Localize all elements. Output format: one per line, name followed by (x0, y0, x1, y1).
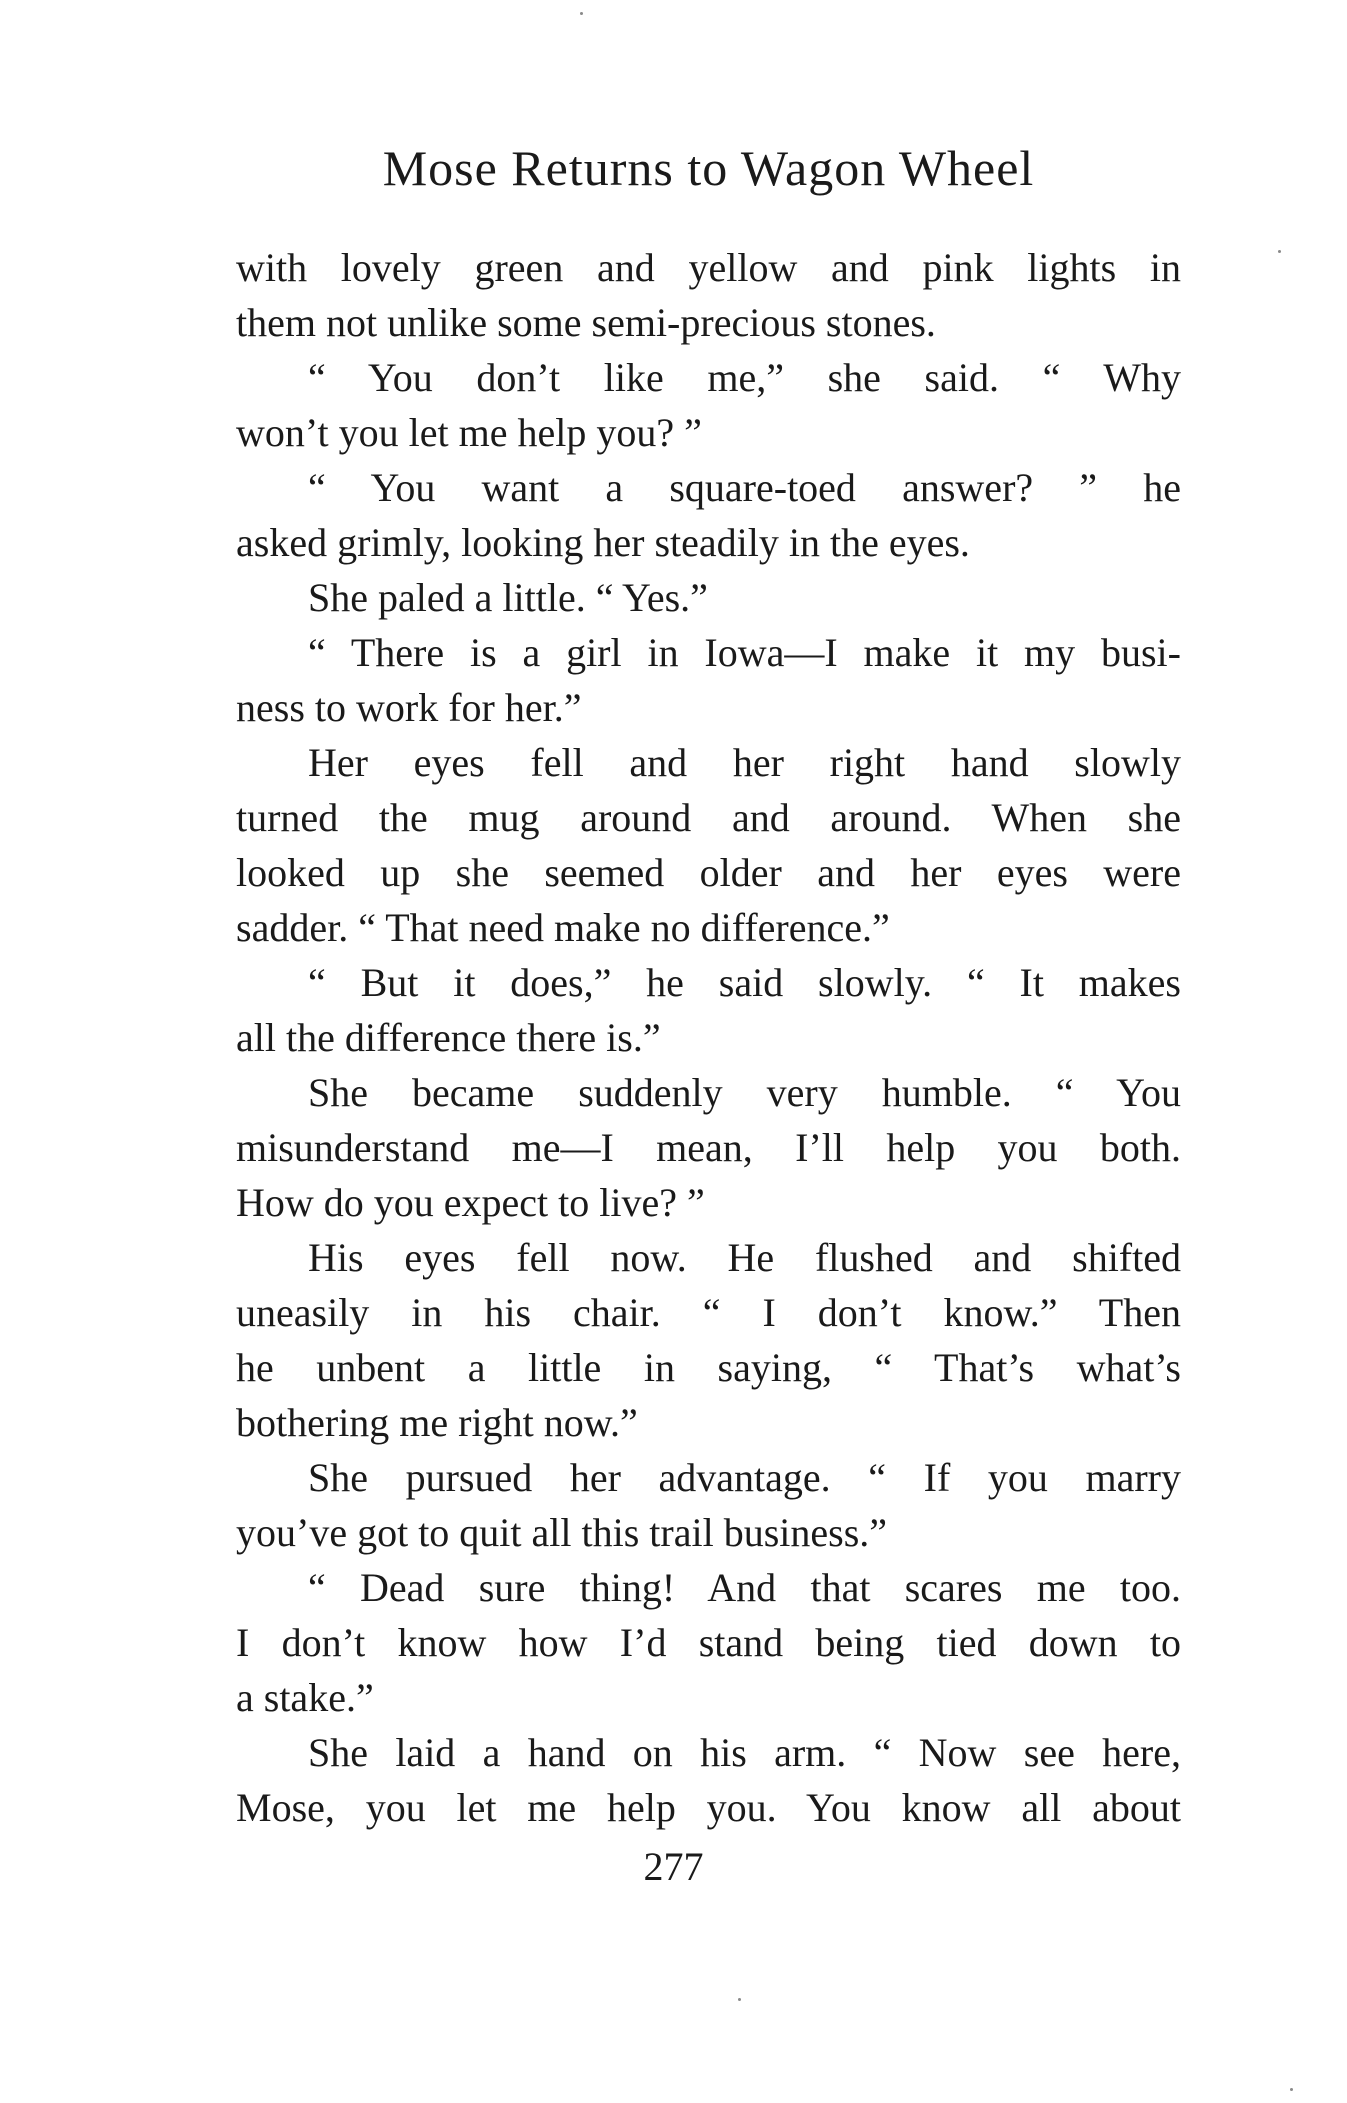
text-line: he unbent a little in saying, “ That’s what’s (236, 1345, 1181, 1390)
text-line: I don’t know how I’d stand being tied down to (236, 1620, 1181, 1665)
text-line: misunderstand me—I mean, I’ll help you both. (236, 1125, 1181, 1170)
text-line: with lovely green and yellow and pink lights in (236, 245, 1181, 290)
text-line: She pursued her advantage. “ If you marry (308, 1455, 1181, 1500)
text-line: She laid a hand on his arm. “ Now see here, (308, 1730, 1181, 1775)
text-line: “ You don’t like me,” she said. “ Why (308, 355, 1181, 400)
text-line: won’t you let me help you? ” (236, 410, 702, 455)
text-line: “ You want a square-toed answer? ” he (308, 465, 1181, 510)
text-line: How do you expect to live? ” (236, 1180, 705, 1225)
page-number: 277 (643, 1844, 704, 1889)
text-line: sadder. “ That need make no difference.” (236, 905, 890, 950)
text-line: She paled a little. “ Yes.” (308, 575, 708, 620)
text-line: “ But it does,” he said slowly. “ It makes (308, 960, 1181, 1005)
paper-speck (1278, 250, 1281, 253)
text-line: all the difference there is.” (236, 1015, 661, 1060)
paper-speck (1290, 2088, 1293, 2091)
text-line: “ There is a girl in Iowa—I make it my busi- (308, 630, 1181, 675)
text-line: She became suddenly very humble. “ You (308, 1070, 1181, 1115)
text-line: bothering me right now.” (236, 1400, 638, 1445)
text-line: Her eyes fell and her right hand slowly (308, 740, 1181, 785)
body-text (236, 240, 1181, 1835)
text-line: turned the mug around and around. When she (236, 795, 1181, 840)
text-line: them not unlike some semi-precious stones. (236, 300, 936, 345)
text-line: looked up she seemed older and her eyes were (236, 850, 1181, 895)
text-line: ness to work for her.” (236, 685, 582, 730)
text-line: Mose, you let me help you. You know all about (236, 1785, 1181, 1830)
text-line: asked grimly, looking her steadily in the eyes. (236, 520, 970, 565)
text-line: uneasily in his chair. “ I don’t know.” Then (236, 1290, 1181, 1335)
text-line: you’ve got to quit all this trail business.” (236, 1510, 888, 1555)
text-line: His eyes fell now. He flushed and shifted (308, 1235, 1181, 1280)
paper-speck (580, 12, 583, 15)
text-line: “ Dead sure thing! And that scares me too. (308, 1565, 1181, 1610)
running-head: Mose Returns to Wagon Wheel (382, 140, 1035, 196)
paper-speck (738, 1998, 741, 2001)
text-line: a stake.” (236, 1675, 374, 1720)
